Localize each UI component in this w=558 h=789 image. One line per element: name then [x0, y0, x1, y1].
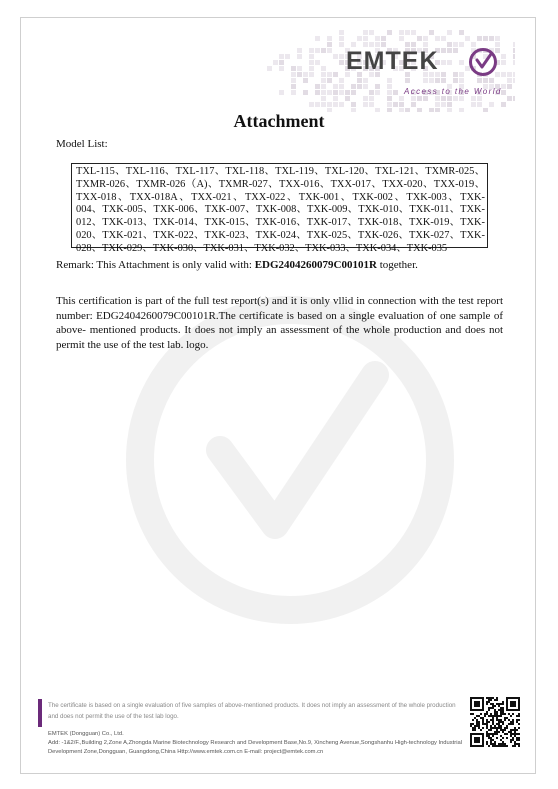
model-list-box [71, 163, 488, 254]
remark-prefix: Remark: This Attachment is only valid with: [56, 259, 255, 271]
footer-address: Add: -1&2/F.,Building 2,Zone A,Zhongda Marine Biotechnology Research and Development Base,No.9, Xincheng Avenue,Songshanhu High-technology Industrial Development Zone,Dongguan, Guangdong,China Http://www.emtek.com.cn E-mail: project@emtek.com.cn [48, 740, 462, 755]
footer-company: EMTEK (Dongguan) Co., Ltd. [48, 731, 124, 737]
model-list-label: Model List: [56, 138, 108, 150]
remark-suffix: together. [376, 259, 418, 271]
remark [56, 259, 418, 271]
page-title: Attachment [233, 111, 325, 131]
emtek-logo [346, 47, 506, 96]
model-list-text: TXL-115、TXL-116、TXL-117、TXL-118、TXL-119、TXL-120、TXL-121、TXMR-025、TXMR-026、TXMR-026（A)、TXMR-027、TXX-016、TXX-017、TXX-020、TXX-019、TXX-018、TXX-018A、TXX-021、TXX-022、TXK-001、TXK-002、TXK-003、TXK-004、TXK-005、TXK-006、TXK-007、TXK-008、TXK-009、TXK-010、TXK-011、TXK-012、TXK-013、TXK-014、TXK-015、TXK-016、TXK-017、TXK-018、TXK-019、TXK-020、TXK-021、TXK-022、TXK-023、TXK-024、TXK-025、TXK-026、TXK-027、TXK-028、TXK-029、TXK-030、TXK-031、TXK-032、TXK-033、TXK-034、TXK-035 [76, 166, 485, 254]
certification-text: This certification is part of the full test report(s) and it is only vllid in connection with the test report number: EDG2404260079C00101R.The certificate is based on a single evaluation of one sample of above- mentioned products. It does not imply an assessment of the whole production and does not permit the use of the test lab. logo. [56, 295, 503, 351]
logo-text: EMTEK [346, 47, 439, 75]
footer-accent-bar [38, 699, 42, 727]
qr-code [470, 697, 520, 747]
logo-check-icon [468, 47, 498, 77]
report-number: EDG2404260079C00101R [254, 259, 377, 271]
logo-tagline: Access to the World [404, 87, 502, 96]
footer-note: The certificate is based on a single evaluation of five samples of above-mentioned products. It does not imply an assessment of the whole production and does not permit the use of the test lab logo. [48, 702, 456, 720]
